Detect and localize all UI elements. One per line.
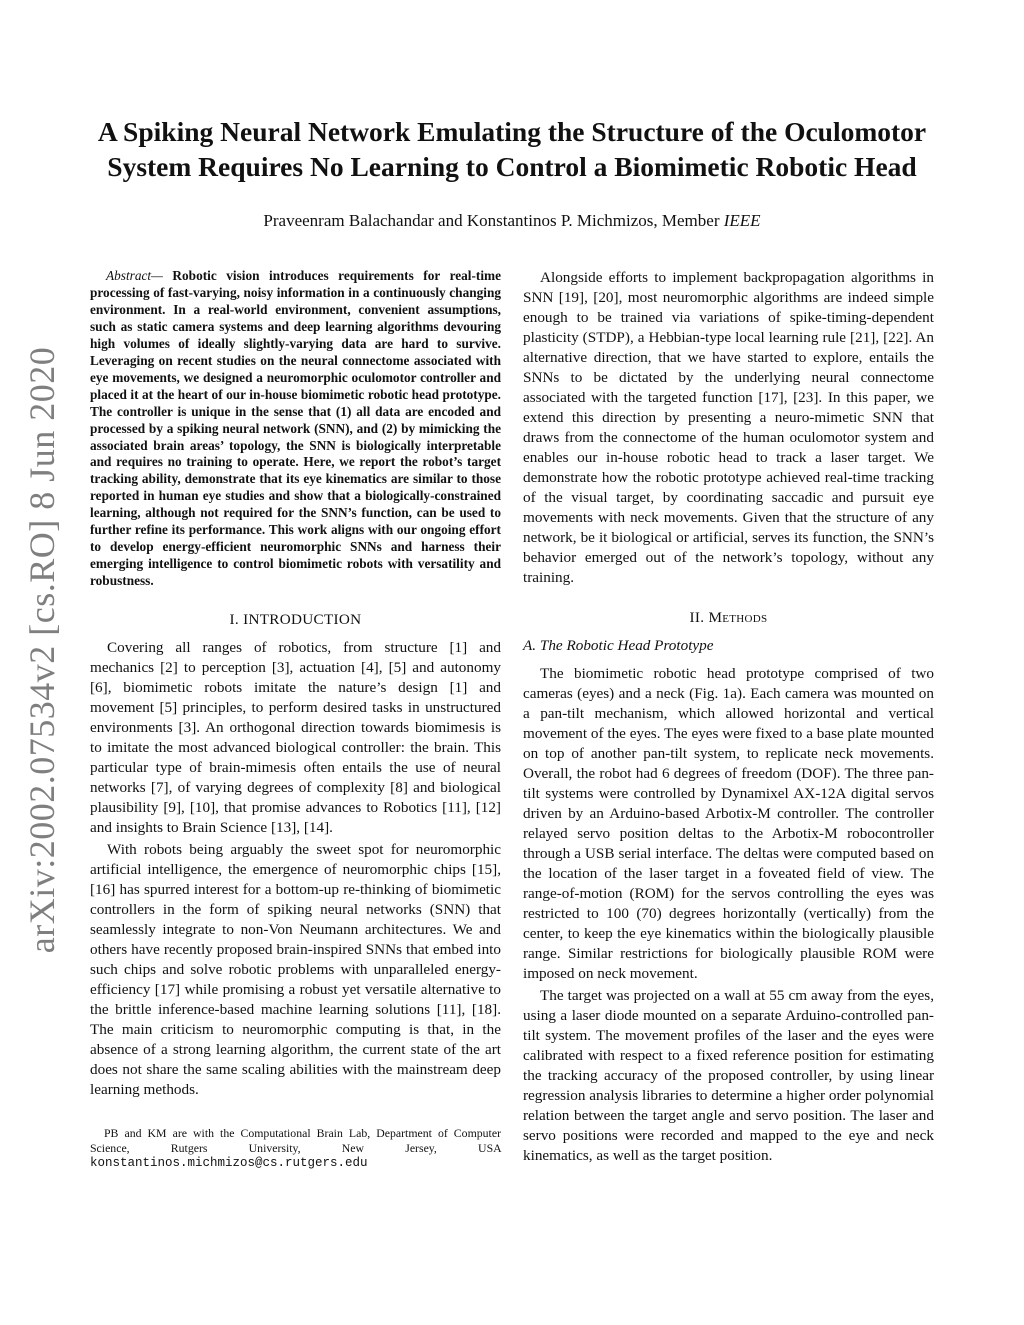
arxiv-identifier-text: arXiv:2002.07534v2 [cs.RO] 8 Jun 2020 <box>22 346 62 954</box>
abstract-label: Abstract— <box>106 268 163 283</box>
subsection-robotic-head: A. The Robotic Head Prototype <box>523 637 714 654</box>
author-affiliation: IEEE <box>723 211 761 230</box>
abstract <box>90 268 501 590</box>
footnote-text: PB and KM are with the Computational Brain Lab, Department of Computer Science, Rutgers University, New Jersey, USA <box>90 1126 501 1155</box>
author-footnote <box>90 1126 501 1171</box>
methods-paragraph-1: The biomimetic robotic head prototype comprised of two cameras (eyes) and a neck (Fig. 1a). Each camera was mounted on a pan-tilt mechanism, which allowed horizontal and vertical movement of the eyes. The eyes were fixed to a base plate mounted on top of another pan-tilt system, to replicate neck movements. Overall, the robot had 6 degrees of freedom (DOF). The three pan-tilt systems were controlled by Dynamixel AX-12A digital servos driven by an Arduino-based Arbotix-M controller. The controller relayed servo position deltas to the Arbotix-M robocontroller through a USB serial interface. The deltas were computed based on the location of the laser target in a foveated field of view. The range-of-motion (ROM) for the servos controlling the eyes was restricted to 100 (70) degrees horizontally (vertically) from the center, to keep the eye kinematics within the biologically plausible range. Similar restrictions for biologically plausible ROM were imposed on neck movement. <box>523 665 934 982</box>
intro-paragraph-1: Covering all ranges of robotics, from structure [1] and mechanics [2] to perception [3], actuation [4], [5] and autonomy [6], biomimetic robots imitate the nature’s design [1] and movement [5] principles, to perform desired tasks in unstructured environments [3]. An orthogonal direction towards biomimesis is to imitate the most advanced biological controller: the brain. This particular type of brain-mimesis often entails the use of neural networks [7], of varying degrees of complexity [8] and biological plausibility [9], [10], that promise advances to Robotics [11], [12] and insights to Brain Science [13], [14]. <box>90 639 501 837</box>
left-column <box>90 268 501 1171</box>
abstract-text: Robotic vision introduces requirements for real-time processing of fast-varying, noisy information in a continuously changing environment. In a real-world environment, convenient assumptions, such as static camera systems and deep learning algorithms devouring high volumes of ideally slightly-varying data are hard to survive. Leveraging on recent studies on the neural connectome associated with eye movements, we designed a neuromorphic oculomotor controller and placed it at the heart of our in-house biomimetic robotic head prototype. The controller is unique in the sense that (1) all data are encoded and processed by a spiking neural network (SNN), and (2) by mimicking the associated brain areas’ topology, the SNN is biologically interpretable and requires no training to operate. Here, we report the robot’s target tracking ability, demonstrate that its eye kinematics are similar to those reported in human eye studies and show that a biologically-constrained learning, although not required for the SNN’s function, can be used to further refine its performance. This work aligns with our ongoing effort to develop energy-efficient neuromorphic SNNs and harness their emerging intelligence to control biomimetic robots with versatility and robustness. <box>90 268 501 589</box>
methods-heading <box>523 608 934 628</box>
author-email: konstantinos.michmizos@cs.rutgers.edu <box>90 1156 368 1171</box>
paper-authors <box>80 210 944 232</box>
methods-heading-word: Methods <box>708 609 768 626</box>
intro-paragraph-3: Alongside efforts to implement backpropagation algorithms in SNN [19], [20], most neuromorphic algorithms are indeed simple enough to be trained via variations of spike-timing-dependent plasticity (STDP), a Hebbian-type local learning rule [21], [22]. An alternative direction, that we have started to explore, entails the SNNs to be dictated by the underlying neural connectome associated with the targeted function [17], [23]. In this paper, we extend this direction by presenting a neuro-mimetic SNN that draws from the connectome of the human oculomotor system and enables our in-house robotic head to track a laser target. We demonstrate how the robotic prototype achieved real-time tracking of the visual target, by coordinating saccadic and pursuit eye movements with neck movements. Given that the structure of any network, be it biological or artificial, serves its function, the SNN’s behavior emerged out of the network’s topology, without any training. <box>523 269 934 586</box>
intro-heading: I. INTRODUCTION <box>229 611 362 629</box>
methods-heading-number: II. <box>689 609 709 626</box>
intro-paragraph-2: With robots being arguably the sweet spot for neuromorphic artificial intelligence, the emergence of neuromorphic chips [15], [16] has spurred interest for a bottom-up re-thinking of biomimetic controllers in the form of spiking neural networks (SNN) that seamlessly integrate to non-Von Neumann architectures. We and others have recently proposed brain-inspired SNNs that embed into such chips and solve robotic problems with unparalleled energy-efficiency [17] while promising a robust yet versatile alternative to the brittle inference-based machine learning solutions [11], [18]. The main criticism to neuromorphic computing is that, in the absence of a strong learning algorithm, the current state of the art does not share the same scaling abilities with the mainstream deep learning methods. <box>90 841 501 1099</box>
paper-title: A Spiking Neural Network Emulating the Structure of the Oculomotor System Requires No Learning to Control a Biomimetic Robotic Head <box>97 116 927 182</box>
arxiv-identifier <box>22 330 62 970</box>
right-column <box>523 268 934 1166</box>
methods-paragraph-2: The target was projected on a wall at 55 cm away from the eyes, using a laser diode mounted on a separate Arduino-controlled pan-tilt system. The movement profiles of the laser and the eyes were calibrated with respect to a fixed reference position for estimating the tracking accuracy of the proposed controller, by using linear regression analysis libraries to determine a higher order polynomial relation between the target angle and servo position. The laser and servo positions were recorded and mapped to the eye and neck kinematics, as well as the target position. <box>523 987 934 1164</box>
author-names: Praveenram Balachandar and Konstantinos P. Michmizos, Member <box>263 211 720 230</box>
